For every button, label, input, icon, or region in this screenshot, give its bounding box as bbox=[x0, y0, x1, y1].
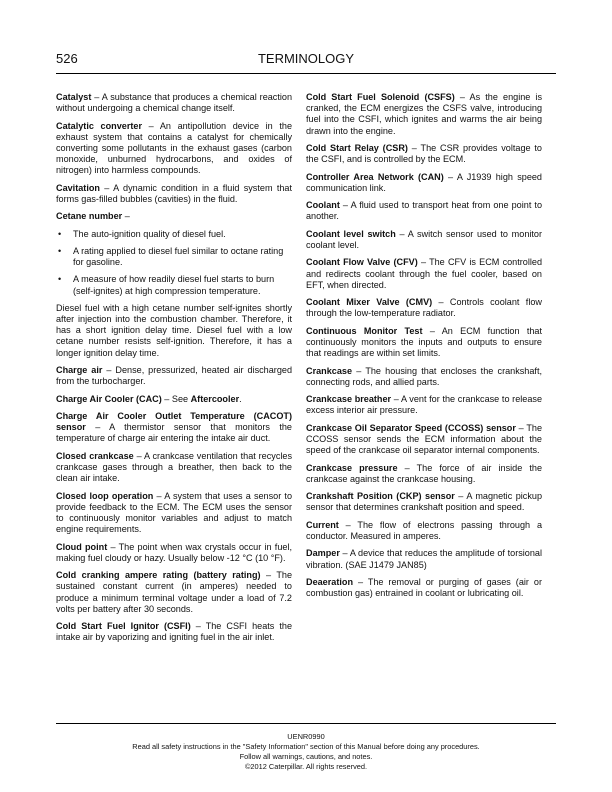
cetane-bullet-list bbox=[56, 229, 292, 297]
left-column bbox=[56, 92, 292, 650]
entry-separator: – bbox=[515, 422, 527, 433]
list-item bbox=[56, 246, 292, 268]
glossary-entry-cetane-number bbox=[56, 211, 292, 222]
entry-separator: – bbox=[339, 200, 351, 211]
document-id: UENR0990 bbox=[287, 732, 325, 741]
entry-term: Crankcase Oil Separator Speed (CCOSS) sensor bbox=[306, 422, 516, 433]
entry-definition: The CSR provides voltage to the CSFI, and is controlled by the ECM. bbox=[306, 143, 542, 165]
entry-separator: – bbox=[141, 120, 160, 131]
glossary-entry-cold-cranking bbox=[56, 570, 292, 615]
entry-definition: The point when wax crystals occur in fuel, making fuel cloudy or hazy. Usually below -12 °C (10 °F). bbox=[56, 541, 292, 563]
entry-term: Catalyst bbox=[56, 92, 92, 102]
entry-definition: The force of air inside the crankcase against the crankcase housing. bbox=[306, 462, 542, 484]
entry-definition: The housing that encloses the crankshaft, connecting rods, and allied parts. bbox=[306, 365, 542, 387]
entry-separator: – bbox=[102, 365, 116, 375]
entry-term: Coolant level switch bbox=[306, 228, 396, 239]
glossary-entry-csr bbox=[306, 143, 542, 165]
glossary-entry-catalyst bbox=[56, 92, 292, 114]
glossary-entry-can bbox=[306, 172, 542, 194]
list-item bbox=[56, 274, 292, 296]
entry-definition: The flow of electrons passing through a conductor. Measured in amperes. bbox=[306, 519, 543, 541]
entry-term: Crankcase pressure bbox=[306, 462, 398, 473]
page-footer bbox=[56, 732, 556, 772]
entry-separator: – bbox=[260, 570, 277, 581]
entry-term: Charge Air Cooler (CAC) bbox=[56, 393, 162, 404]
entry-definition: The removal or purging of gases (air or combustion gas) entrained in coolant or lubricating oil. bbox=[306, 576, 542, 599]
entry-term: Cold Start Fuel Ignitor (CSFI) bbox=[56, 621, 191, 632]
entry-separator: – bbox=[397, 462, 417, 473]
glossary-entry-csfs bbox=[306, 92, 542, 137]
entry-term: Charge Air Cooler Outlet Temperature (CACOT) sensor bbox=[56, 410, 292, 433]
glossary-entry-closed-crankcase bbox=[56, 451, 292, 485]
entry-term: Charge air bbox=[56, 365, 103, 375]
entry-separator: – bbox=[395, 228, 408, 239]
copyright: ©2012 Caterpillar. All rights reserved. bbox=[244, 762, 368, 771]
entry-separator: – See bbox=[161, 393, 191, 404]
entry-separator: – bbox=[422, 325, 442, 336]
glossary-entry-ccoss bbox=[306, 423, 542, 457]
entry-term: Cold Start Relay (CSR) bbox=[306, 143, 408, 153]
right-column bbox=[306, 92, 542, 606]
bullet-icon: • bbox=[58, 274, 62, 285]
glossary-entry-ckp bbox=[306, 491, 542, 513]
entry-separator: – bbox=[338, 519, 358, 530]
entry-term: Continuous Monitor Test bbox=[306, 325, 423, 336]
header-rule bbox=[56, 73, 556, 74]
entry-definition: A J1939 high speed communication link. bbox=[306, 171, 542, 193]
entry-term: Cetane number bbox=[56, 211, 123, 222]
glossary-entry-crankcase-pressure bbox=[306, 463, 542, 485]
entry-separator: – bbox=[352, 365, 366, 376]
entry-separator: – bbox=[85, 422, 110, 433]
entry-term: Cavitation bbox=[56, 182, 100, 193]
entry-definition: A vent for the crankcase to release excess interior air pressure. bbox=[306, 394, 543, 416]
entry-definition: A thermistor sensor that monitors the temperature of charge air entering the intake air duct. bbox=[56, 422, 292, 444]
glossary-entry-current bbox=[306, 520, 542, 542]
glossary-entry-cloud-point bbox=[56, 542, 292, 564]
entry-separator: – bbox=[391, 394, 402, 405]
entry-term: Controller Area Network (CAN) bbox=[306, 171, 444, 182]
entry-term: Damper bbox=[306, 548, 340, 559]
warnings-notice: Follow all warnings, cautions, and notes. bbox=[239, 752, 373, 761]
glossary-entry-cfv bbox=[306, 257, 542, 291]
list-item bbox=[56, 229, 292, 240]
entry-term: Coolant bbox=[306, 200, 340, 211]
entry-definition: An ECM function that continuously monitors the inputs and outputs to ensure that readings are within set limits. bbox=[306, 325, 543, 359]
entry-definition: A fluid used to transport heat from one point to another. bbox=[306, 200, 542, 222]
glossary-entry-coolant bbox=[306, 200, 542, 222]
glossary-entry-cacot bbox=[56, 411, 292, 445]
glossary-entry-cac bbox=[56, 394, 292, 405]
glossary-entry-deaeration bbox=[306, 577, 542, 599]
entry-separator: – bbox=[91, 92, 102, 102]
entry-separator: – bbox=[190, 621, 206, 632]
glossary-entry-catalytic-converter bbox=[56, 121, 292, 177]
entry-definition: Dense, pressurized, heated air discharged from the turbocharger. bbox=[56, 365, 292, 387]
entry-separator: – bbox=[454, 491, 467, 502]
glossary-entry-crankcase bbox=[306, 366, 542, 388]
entry-definition: As the engine is cranked, the ECM energizes the CSFS valve, introducing fuel into the CSFI, which ignites and warms the air being drawn into the engine. bbox=[306, 92, 543, 136]
glossary-entry-coolant-level-switch bbox=[306, 229, 542, 251]
entry-term: Crankcase bbox=[306, 365, 353, 376]
entry-definition: A dynamic condition in a fluid system that forms gas-filled bubbles (cavities) in the fluid. bbox=[56, 182, 292, 204]
bullet-icon: • bbox=[58, 228, 62, 239]
entry-definition: A crankcase ventilation that recycles crankcase gases through a breather, then back to the clean air intake. bbox=[56, 450, 293, 484]
entry-definition: A magnetic pickup sensor that determines crankshaft position and speed. bbox=[306, 491, 543, 513]
entry-definition: An antipollution device in the exhaust system that contains a catalyst for chemically converting some pollutants in the exhaust gases (carbon monoxide, unburned hydrocarbons, and oxides of nitrogen) into harmless compounds. bbox=[56, 120, 292, 176]
entry-term: Catalytic converter bbox=[56, 120, 142, 131]
entry-definition: A substance that produces a chemical reaction without undergoing a chemical change itself. bbox=[56, 92, 293, 114]
entry-term: Closed crankcase bbox=[56, 450, 134, 461]
safety-notice: Read all safety instructions in the "Safety Information" section of this Manual before doing any procedures. bbox=[132, 742, 480, 751]
entry-term: Crankcase breather bbox=[306, 394, 392, 405]
entry-definition: A switch sensor used to monitor coolant level. bbox=[306, 228, 543, 250]
page-title: TERMINOLOGY bbox=[257, 51, 355, 66]
entry-separator: – bbox=[454, 92, 470, 102]
entry-end: . bbox=[239, 393, 242, 404]
glossary-entry-crankcase-breather bbox=[306, 394, 542, 416]
glossary-entry-cmv bbox=[306, 297, 542, 319]
glossary-entry-charge-air bbox=[56, 365, 292, 387]
cross-reference: Aftercooler bbox=[190, 393, 240, 404]
entry-separator: – bbox=[133, 450, 145, 461]
entry-term: Cloud point bbox=[56, 541, 108, 552]
entry-definition: A device that reduces the amplitude of torsional vibration. (SAE J1479 JAN85) bbox=[306, 548, 543, 570]
entry-definition: The CFV is ECM controlled and redirects coolant through the fuel cooler, based on EFT, when directed. bbox=[306, 257, 543, 290]
entry-definition: Controls coolant flow through the low-temperature radiator. bbox=[306, 297, 542, 319]
page-header bbox=[56, 51, 556, 69]
footer-rule bbox=[56, 723, 556, 724]
entry-separator: – bbox=[353, 576, 368, 587]
entry-separator: – bbox=[107, 541, 119, 552]
entry-definition: The CCOSS sensor sends the ECM information about the speed of the crankcase oil separator internal components. bbox=[306, 422, 542, 456]
entry-separator: – bbox=[432, 297, 450, 308]
entry-definition: The sustained constant current (in amperes) needed to produce a minimum terminal voltage under a load of 7.2 volts per battery after 30 seconds. bbox=[56, 570, 292, 614]
entry-separator: – bbox=[153, 490, 165, 501]
cetane-paragraph: Diesel fuel with a high cetane number self-ignites shortly after injection into the combustion chamber. Therefore, it has a short ignition delay time. Diesel fuel with a low cetane number resists self-ignition. Therefore, it has a longer ignition delay time. bbox=[56, 302, 292, 358]
glossary-entry-csfi bbox=[56, 621, 292, 643]
entry-term: Coolant Mixer Valve (CMV) bbox=[306, 297, 433, 308]
entry-separator: – bbox=[417, 257, 430, 268]
bullet-icon: • bbox=[58, 245, 62, 256]
glossary-entry-damper bbox=[306, 548, 542, 570]
entry-separator: – bbox=[99, 182, 114, 193]
entry-term: Coolant Flow Valve (CFV) bbox=[306, 257, 418, 268]
entry-term: Closed loop operation bbox=[56, 490, 154, 501]
entry-separator: – bbox=[122, 211, 130, 222]
entry-term: Cold cranking ampere rating (battery rating) bbox=[56, 570, 261, 581]
bullet-text: The auto-ignition quality of diesel fuel. bbox=[73, 228, 226, 239]
bullet-text: A measure of how readily diesel fuel starts to burn (self-ignites) at high compression temperature. bbox=[73, 274, 275, 296]
entry-term: Deaeration bbox=[306, 576, 354, 587]
entry-definition: A system that uses a sensor to provide feedback to the ECM. The ECM uses the sensor to continuously monitor variables and adjust to match engine requirements. bbox=[56, 490, 292, 535]
glossary-entry-closed-loop bbox=[56, 491, 292, 536]
glossary-entry-continuous-monitor-test bbox=[306, 326, 542, 360]
entry-separator: – bbox=[407, 143, 421, 153]
entry-term: Cold Start Fuel Solenoid (CSFS) bbox=[306, 92, 455, 102]
entry-definition: The CSFI heats the intake air by vaporizing and igniting fuel in the air inlet. bbox=[56, 621, 293, 643]
entry-separator: – bbox=[339, 548, 350, 559]
bullet-text: A rating applied to diesel fuel similar to octane rating for gasoline. bbox=[73, 245, 284, 268]
entry-term: Crankshaft Position (CKP) sensor bbox=[306, 491, 455, 502]
entry-term: Current bbox=[306, 519, 339, 530]
page-number: 526 bbox=[56, 51, 78, 66]
entry-separator: – bbox=[443, 171, 457, 182]
glossary-entry-cavitation bbox=[56, 183, 292, 205]
